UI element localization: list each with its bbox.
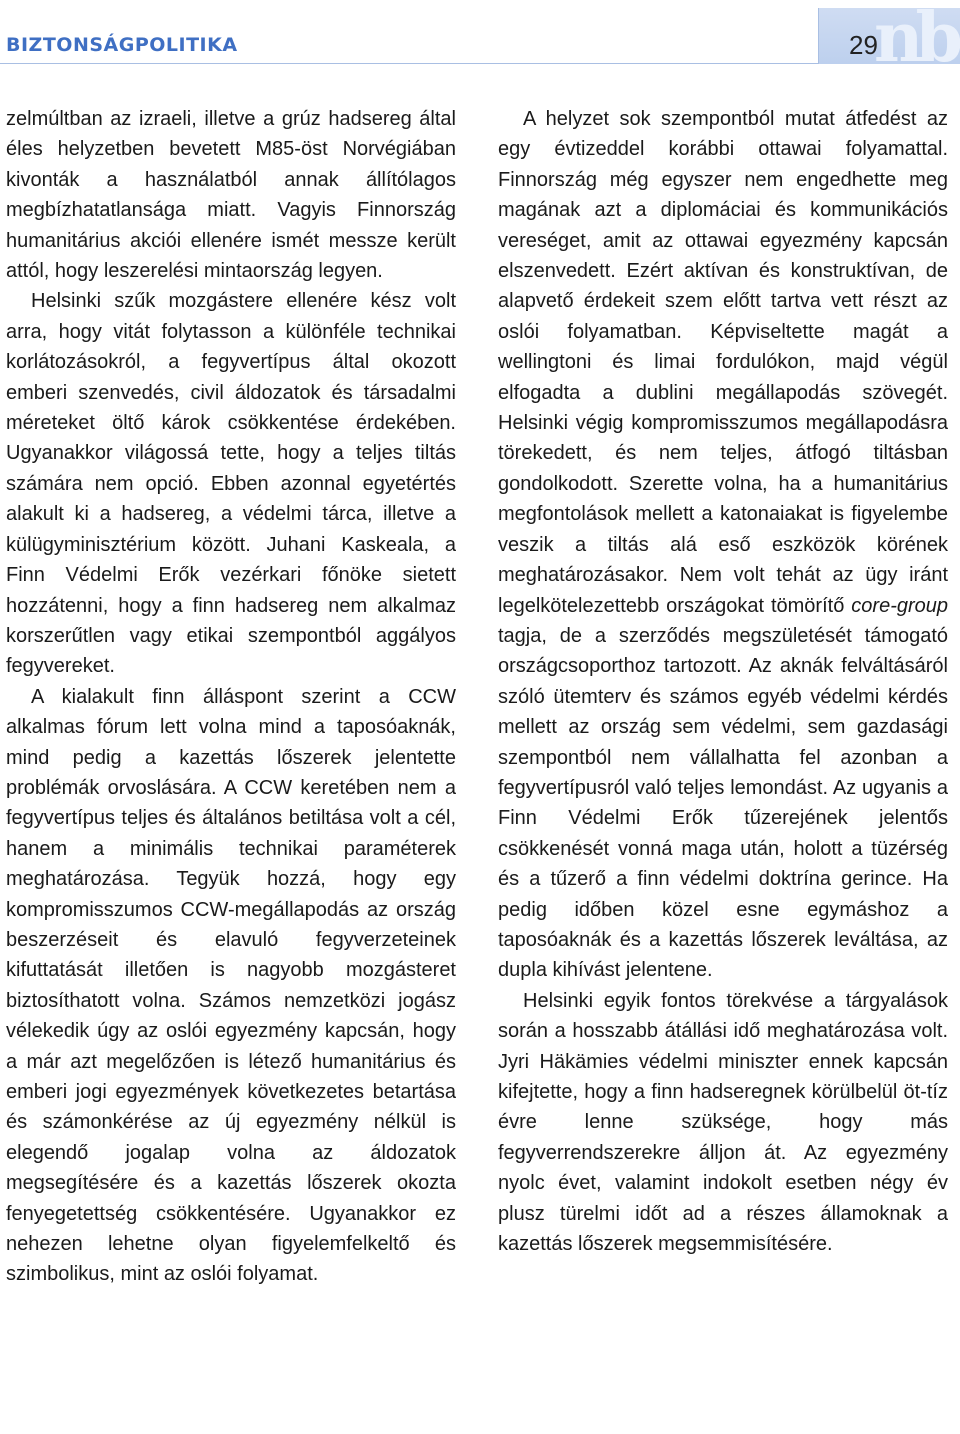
journal-logo-box [818,8,960,64]
italic-term: core-group [851,594,948,617]
paragraph: zelmúltban az izraeli, illetve a grúz hadsereg által éles helyzetben bevetett M85-öst Norvégiában kivonták a használatból annak állítólagos megbízhatatlansága miatt. Vagyis Finnország humanitárius akciói ellenére ismét messze került attól, hogy leszerelési mintaország legyen. [6,108,456,283]
journal-logo: nb [874,8,955,64]
left-column [6,104,456,1290]
paragraph-text: tagja, de a szerződés megszületését támogató országcsoporthoz tartozott. Az aknák felváltásáról szóló ütemterv és számos egyéb védelmi kérdés mellett az ország sem védelmi, sem gazdasági szempontból nem vállalhatta fel azonban a fegyvertípusról való teljes lemondást. Az ugyanis a Finn Védelmi Erők tűzerejének jelentős csökkenését vonná maga után, holott a tüzérség és a tűzerő a finn védelmi doktrína gerince. Ha pedig időben közel esne egymáshoz a taposóaknák és a kazettás lőszerek leváltása, az dupla kihívást jelentene. [498,624,948,982]
paragraph [498,104,948,986]
paragraph-text: A helyzet sok szempontból mutat átfedést az egy évtizeddel korábbi ottawai folyamattal. Finnország még egyszer nem engedhette meg magának azt a diplomáciai és kommunikációs vereséget, amit az ottawai egyezmény kapcsán elszenvedett. Ezért aktívan és konstruktívan, de alapvető érdekeit szem előtt tartva vett részt az oslói folyamatban. Képviseltette magát a wellingtoni és limai fordulókon, majd végül elfogadta a dublini megállapodás szövegét. Helsinki végig kompromisszumos megállapodásra törekedett, és nem teljes, átfogó tiltásban gondolkodott. Szerette volna, ha a humanitárius megfontolások mellett a katonaiakat is figyelembe veszik a tiltás alá eső eszközök körének meghatározásakor. Nem volt tehát az ügy iránt legelkötelezettebb országokat tömörítő [498,108,948,617]
page-header [0,0,960,70]
section-title: BIZTONSÁGPOLITIKA [6,34,238,56]
paragraph: Helsinki szűk mozgástere ellenére kész volt arra, hogy vitát folytasson a különféle technikai korlátozásokról, a fegyvertípus által okozott emberi szenvedés, civil áldozatok és társadalmi méreteket öltő károk csökkentése érdekében. Ugyanakkor világossá tette, hogy a teljes tiltás számára nem opció. Ebben azonnal egyetértés alakult ki a hadsereg, a védelmi tárca, illetve a külügyminisztérium között. Juhani Kaskeala, a Finn Védelmi Erők vezérkari főnöke sietett hozzátenni, hogy a finn hadsereg nem alkalmaz korszerűtlen vagy etikai szempontból aggályos fegyvereket. [6,290,456,678]
paragraph: Helsinki egyik fontos törekvése a tárgyalások során a hosszabb átállási idő meghatározása volt. Jyri Häkämies védelmi miniszter ennek kapcsán kifejtette, hogy a finn hadseregnek körülbelül öt-tíz évre lenne szüksége, hogy más fegyverrendszerekre álljon át. Az egyezmény nyolc évet, valamint indokolt esetben négy év plusz türelmi időt ad a részes államoknak a kazettás lőszerek megsemmisítésére. [498,989,948,1256]
right-column [498,104,948,1259]
header-divider [0,63,818,64]
paragraph: A kialakult finn álláspont szerint a CCW alkalmas fórum lett volna mind a taposóaknák, mind pedig a kazettás lőszerek jelentette problémák orvoslására. A CCW keretében nem a fegyvertípus teljes és általános betiltása volt a cél, hanem a minimális technikai paraméterek meghatározása. Tegyük hozzá, hogy egy kompromisszumos CCW-megállapodás az ország beszerzéseit és elavuló fegyverzeteinek kifuttatását illetően is nagyobb mozgásteret biztosíthatott volna. Számos nemzetközi jogász vélekedik úgy az oslói egyezmény kapcsán, hogy a már azt megelőzően is létező humanitárius és emberi jogi egyezmények következetes betartása és számonkérése az új egyezmény nélkül is elegendő jogalap volna az áldozatok megsegítésére és a kazettás lőszerek okozta fenyegetettség csökkentésére. Ugyanakkor ez nehezen lehetne olyan figyelemfelkeltő és szimbolikus, mint az oslói folyamat. [6,685,456,1286]
page-number: 29 [849,30,878,60]
